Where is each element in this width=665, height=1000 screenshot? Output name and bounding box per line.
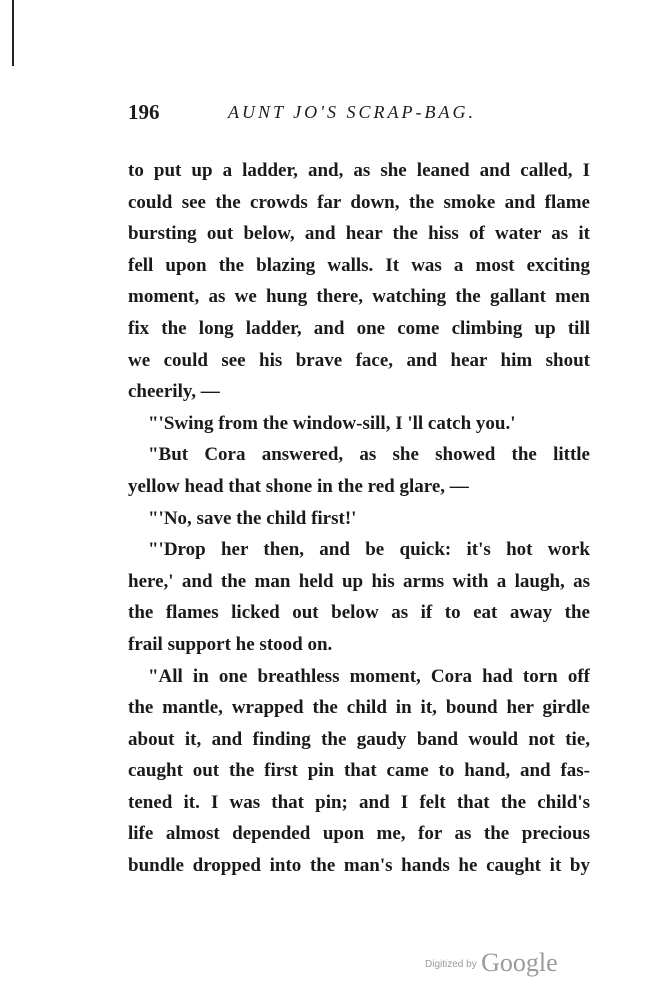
text-line: yellow head that shone in the red glare, — — [128, 475, 469, 497]
page-header — [128, 100, 590, 130]
text-line: fell upon the blazing walls. It was a most exciting — [128, 254, 590, 276]
text-line: "But Cora answered, as she showed the little — [148, 444, 590, 466]
text-line: fix the long ladder, and one come climbing up till — [128, 317, 590, 339]
text-line: frail support he stood on. — [128, 633, 333, 655]
text-line: "'No, save the child first!' — [148, 507, 357, 529]
scan-edge-rule — [12, 0, 14, 66]
text-line: bursting out below, and hear the hiss of water as it — [128, 223, 590, 245]
text-line: here,' and the man held up his arms with a laugh, as — [128, 570, 590, 592]
text-line: "'Drop her then, and be quick: it's hot work — [148, 539, 590, 561]
text-line: moment, as we hung there, watching the gallant men — [128, 286, 590, 308]
text-line: the flames licked out below as if to eat away the — [128, 602, 590, 624]
text-line: life almost depended upon me, for as the precious — [128, 823, 590, 845]
text-line: caught out the first pin that came to hand, and fas- — [128, 760, 590, 782]
text-line: "'Swing from the window-sill, I 'll catch you.' — [148, 412, 516, 434]
digitized-watermark — [425, 948, 558, 978]
google-logo: Google — [481, 948, 558, 977]
page-number: 196 — [128, 100, 160, 124]
text-line: we could see his brave face, and hear him shout — [128, 349, 590, 371]
text-line: cheerily, — — [128, 381, 220, 403]
watermark-prefix: Digitized by — [425, 959, 477, 970]
text-line: about it, and finding the gaudy band would not tie, — [128, 728, 590, 750]
text-line: bundle dropped into the man's hands he caught it by — [128, 855, 590, 877]
text-line: "All in one breathless moment, Cora had torn off — [148, 665, 590, 687]
running-title: AUNT JO'S SCRAP-BAG. — [228, 102, 476, 122]
text-line: to put up a ladder, and, as she leaned and called, I — [128, 160, 590, 181]
text-line: tened it. I was that pin; and I felt that the child's — [128, 791, 590, 813]
text-line: the mantle, wrapped the child in it, bound her girdle — [128, 697, 590, 719]
text-line: could see the crowds far down, the smoke and flame — [128, 191, 590, 213]
page-body — [128, 155, 590, 882]
